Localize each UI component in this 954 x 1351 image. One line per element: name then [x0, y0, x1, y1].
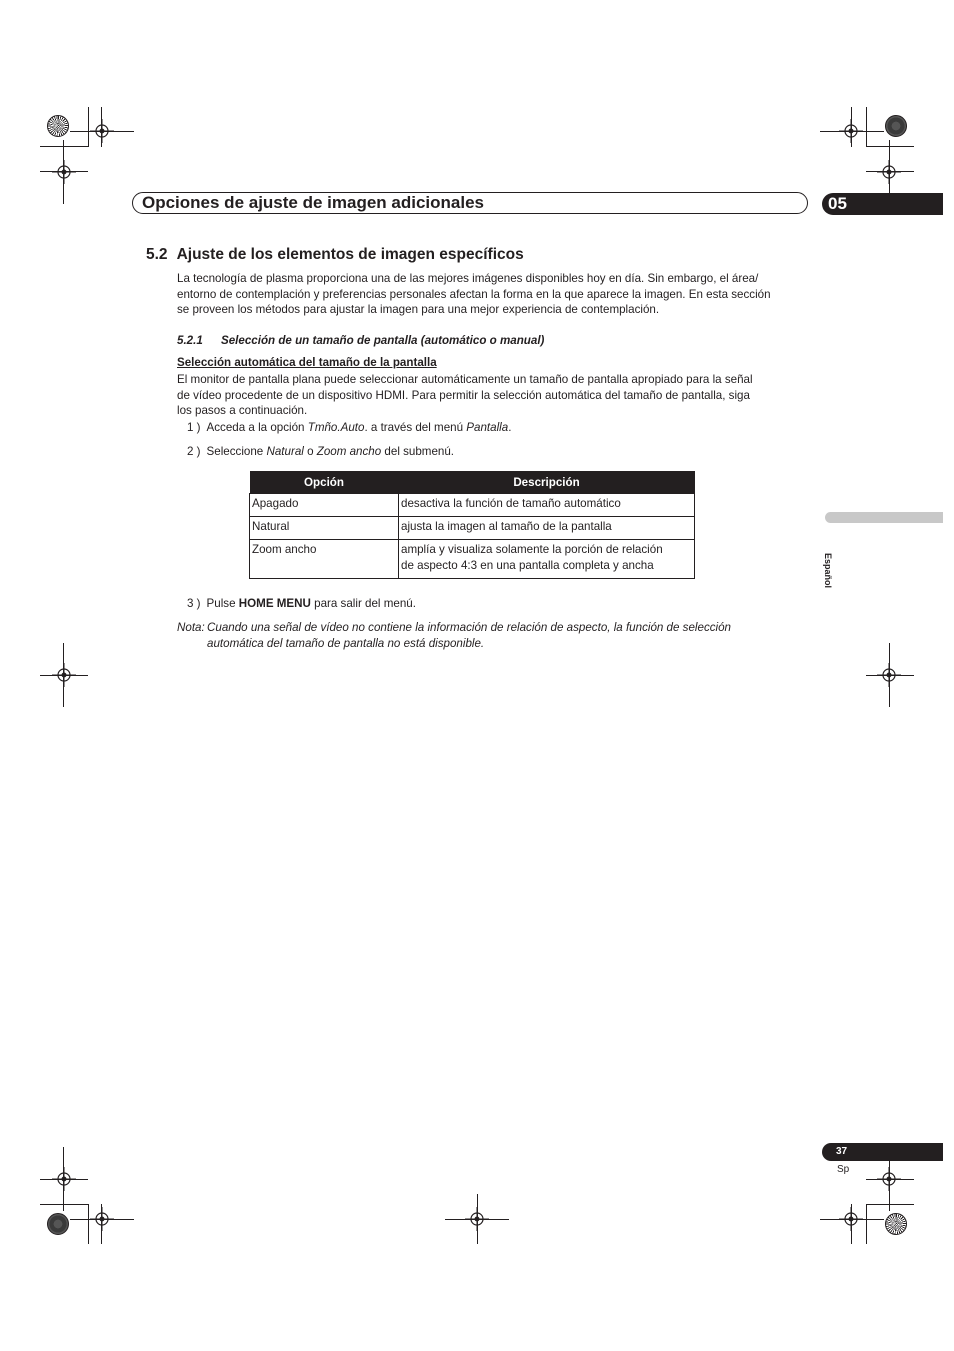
note-text: automática del tamaño de pantalla no está disponible.: [207, 637, 485, 650]
step-1: [187, 421, 511, 434]
step-text: para salir del menú.: [310, 597, 416, 610]
crop-mark: [101, 107, 102, 147]
table-cell-option: Apagado: [250, 494, 399, 517]
step-text: Pulse: [206, 597, 239, 610]
language-side-tab: [825, 512, 943, 523]
page-number: 37: [836, 1146, 848, 1157]
subsection-heading: [177, 334, 544, 347]
table-cell-option: Natural: [250, 517, 399, 540]
table-header-option: Opción: [250, 471, 399, 494]
table-cell-description: [399, 517, 695, 540]
auto-selection-heading: Selección automática del tamaño de la pantalla: [177, 356, 437, 369]
section-title: Ajuste de los elementos de imagen específicos: [176, 246, 524, 263]
crop-mark: [866, 1179, 914, 1180]
step-text: del submenú.: [381, 445, 455, 458]
options-table: [249, 471, 695, 579]
step-text: Seleccione: [206, 445, 267, 458]
description-line: de aspecto 4:3 en una pantalla completa y ancha: [401, 559, 654, 572]
description-line: ajusta la imagen al tamaño de la pantalla: [401, 520, 612, 533]
crop-mark: [866, 675, 914, 676]
crop-mark: [866, 171, 914, 172]
section-heading: [146, 246, 524, 264]
intro-line: La tecnología de plasma proporciona una de las mejores imágenes disponibles hoy en día. Sin embargo, el área/: [177, 272, 759, 285]
table-row: [250, 540, 695, 579]
side-language-label: Español: [823, 553, 833, 589]
subsection-number: 5.2.1: [177, 334, 203, 347]
table-header-description: Descripción: [399, 471, 695, 494]
subsection-title: Selección de un tamaño de pantalla (automático o manual): [221, 334, 545, 347]
crop-mark: [866, 107, 867, 147]
menu-option-name: Tmño.Auto: [307, 421, 365, 434]
table-cell-option: Zoom ancho: [250, 540, 399, 579]
section-number: 5.2: [146, 246, 168, 263]
step-number: 1 ): [187, 421, 201, 434]
table-cell-description: [399, 540, 695, 579]
description-line: desactiva la función de tamaño automático: [401, 497, 621, 510]
crop-mark: [866, 1204, 867, 1244]
auto-line: de vídeo procedente de un dispositivo HDMI. Para permitir la selección automática del tamaño de pantalla, siga: [177, 388, 750, 402]
note: [177, 620, 731, 652]
step-2: [187, 445, 454, 458]
crop-mark: [851, 1204, 852, 1244]
note-label: Nota:: [177, 621, 205, 634]
step-3: [187, 597, 416, 610]
auto-selection-paragraph: [177, 372, 811, 419]
crop-mark: [445, 1219, 509, 1220]
step-text: . a través del menú: [364, 421, 467, 434]
step-number: 2 ): [187, 445, 201, 458]
crop-mark: [88, 107, 89, 147]
color-rosette-icon: [47, 1213, 69, 1235]
step-text: Acceda a la opción: [206, 421, 308, 434]
intro-paragraph: [177, 271, 811, 318]
crop-mark: [101, 1204, 102, 1244]
crop-mark: [63, 140, 64, 204]
crop-mark: [40, 675, 88, 676]
step-text: .: [508, 421, 512, 434]
crop-mark: [820, 1219, 884, 1220]
description-line: amplía y visualiza solamente la porción de relación: [401, 543, 663, 556]
crop-mark: [88, 1204, 89, 1244]
table-row: [250, 494, 695, 517]
step-text: o: [303, 445, 317, 458]
menu-name: Pantalla: [466, 421, 509, 434]
crop-mark: [851, 107, 852, 147]
crop-mark: [70, 1219, 134, 1220]
intro-line: entorno de contemplación y preferencias personales afectan la forma en la que aparece la imagen. En esta sección: [177, 287, 771, 301]
crop-mark: [70, 131, 134, 132]
auto-line: El monitor de pantalla plana puede seleccionar automáticamente un tamaño de pantalla apropiado para la señal: [177, 373, 753, 386]
crop-mark: [40, 171, 88, 172]
auto-line: los pasos a continuación.: [177, 404, 308, 418]
intro-line: se proveen los métodos para ajustar la imagen para una mejor experiencia de contemplación.: [177, 303, 660, 317]
color-rosette-icon: [885, 1213, 907, 1235]
crop-mark: [866, 146, 914, 147]
table-cell-description: [399, 494, 695, 517]
color-rosette-icon: [885, 115, 907, 137]
step-number: 3 ): [187, 597, 201, 610]
button-name: HOME MENU: [238, 597, 311, 610]
crop-mark: [866, 1204, 914, 1205]
registration-target-icon: [52, 160, 76, 184]
crop-mark: [40, 1204, 88, 1205]
crop-mark: [40, 146, 88, 147]
table-row: [250, 517, 695, 540]
color-rosette-icon: [47, 115, 69, 137]
crop-mark: [40, 1179, 88, 1180]
chapter-title: Opciones de ajuste de imagen adicionales: [142, 193, 485, 212]
table-header-row: [250, 471, 695, 494]
page-language-code: Sp: [837, 1164, 850, 1175]
crop-mark: [820, 131, 884, 132]
chapter-number: 05: [828, 194, 847, 213]
menu-option-name: Zoom ancho: [316, 445, 382, 458]
menu-option-name: Natural: [266, 445, 304, 458]
note-text: Cuando una señal de vídeo no contiene la información de relación de aspecto, la función de selección: [207, 621, 732, 634]
